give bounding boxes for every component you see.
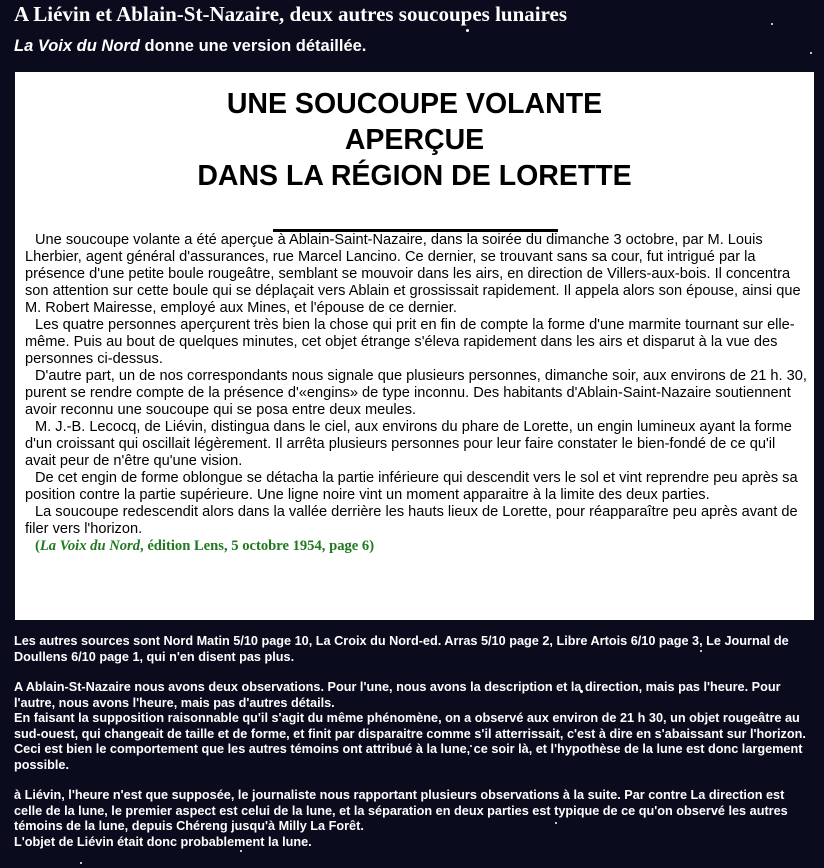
star <box>771 23 773 25</box>
commentary-lievin-analysis: à Liévin, l'heure n'est que supposée, le journaliste nous rapportant plusieurs observations à la suite. Par contre La direction est celle de la lune, le premier aspect est celui de la lune, et la séparation en deux parties est typique de ce qu'on observé les autres témoins de la lune, depuis Chéreng jusqu'à Milly La Forêt. <box>14 788 788 833</box>
newspaper-article <box>15 72 814 620</box>
star <box>810 52 812 54</box>
article-body <box>25 232 807 555</box>
headline-line-1: UNE SOUCOUPE VOLANTE <box>226 88 603 120</box>
commentary <box>14 634 814 850</box>
subtitle-newspaper-name: La Voix du Nord <box>14 37 140 55</box>
article-paragraph: M. J.-B. Lecocq, de Liévin, distingua dans le ciel, aux environs du phare de Lorette, un engin lumineux ayant la forme d'un croissant qui oscillait légèrement. Il arrêta plusieurs personnes pour leur faire constater le bien-fondé de ce qu'il avait peur de n'être qu'une vision. <box>25 419 792 469</box>
commentary-ablain-conclusion: Ceci est bien le comportement que les autres témoins ont attribué à la lune, ce soir là, et l'hypothèse de la lune est donc largement possible. <box>14 742 803 772</box>
subtitle-text: donne une version détaillée. <box>139 37 367 55</box>
source-details: , édition Lens, 5 octobre 1954, page 6) <box>140 538 375 554</box>
source-newspaper-name: La Voix du Nord <box>39 538 141 554</box>
commentary-ablain-analysis: En faisant la supposition raisonnable qu'il s'agit du même phénomène, on a observé aux environ de 21 h 30, un objet rougeâtre au sud-ouest, qui changeait de taille et de forme, et finit par disparaitre comme s'il atterrissait, c'est à dire en s'abaissant sur l'horizon. <box>14 711 806 741</box>
article-paragraph: Les quatre personnes aperçurent très bien la chose qui prit en fin de compte la forme d'une marmite tournant sur elle-même. Puis au bout de quelques minutes, cet objet étrange s'éleva rapidement dans les airs et disparut à la vue des personnes ci-dessus. <box>25 317 795 367</box>
article-paragraph: La soucoupe redescendit alors dans la vallée derrière les hauts lieux de Lorette, pour réapparaître peu après avant de filer vers l'horizon. <box>25 504 798 537</box>
page-subtitle <box>14 37 366 56</box>
article-source-citation <box>25 538 807 555</box>
star <box>80 862 82 864</box>
page-title: A Liévin et Ablain-St-Nazaire, deux autres soucoupes lunaires <box>14 2 568 26</box>
commentary-lievin-conclusion: L'objet de Liévin était donc probablement la lune. <box>14 834 312 849</box>
article-paragraph: Une soucoupe volante a été aperçue à Ablain-Saint-Nazaire, dans la soirée du dimanche 3 octobre, par M. Louis Lherbier, agent général d'assurances, rue Marcel Lancino. Ce dernier, se trouvant sans sa cour, fut intrigué par la présence d'une petite boule rougeâtre, semblant se mouvoir dans les airs, en direction de Villers-aux-bois. Il concentra son attention sur cette boule qui se déplaçait vers Ablain et grossissait rapidement. Il appela alors son épouse, ainsi que M. Robert Mairesse, employé aux Mines, et l'épouse de ce dernier. <box>25 232 801 316</box>
star <box>240 850 242 852</box>
commentary-ablain-intro: A Ablain-St-Nazaire nous avons deux observations. Pour l'une, nous avons la description et la direction, mais pas l'heure. Pour l'autre, nous avons l'heure, mais pas d'autres détails. <box>14 680 781 710</box>
article-paragraph: De cet engin de forme oblongue se détacha la partie inférieure qui descendit vers le sol et vint reprendre peu après sa position contre la partie supérieure. Une ligne noire vint un moment apparaitre à la limite des deux parties. <box>25 470 798 503</box>
headline-line-2: APERÇUE <box>344 124 485 156</box>
article-paragraph: D'autre part, un de nos correspondants nous signale que plusieurs personnes, dimanche soir, aux environs de 21 h. 30, purent se rendre compte de la présence d'«engins» de type inconnu. Des habitants d'Ablain-Saint-Nazaire soutiennent avoir reconnu une soucoupe qui se posa entre deux meules. <box>25 368 807 418</box>
source-open-paren: ( <box>35 538 40 554</box>
headline-line-3: DANS LA RÉGION DE LORETTE <box>197 160 632 192</box>
article-headline <box>15 72 814 194</box>
commentary-sources: Les autres sources sont Nord Matin 5/10 page 10, La Croix du Nord-ed. Arras 5/10 page 2, Libre Artois 6/10 page 3, Le Journal de Doullens 6/10 page 1, qui n'en disent pas plus. <box>14 634 789 664</box>
star <box>466 29 469 32</box>
